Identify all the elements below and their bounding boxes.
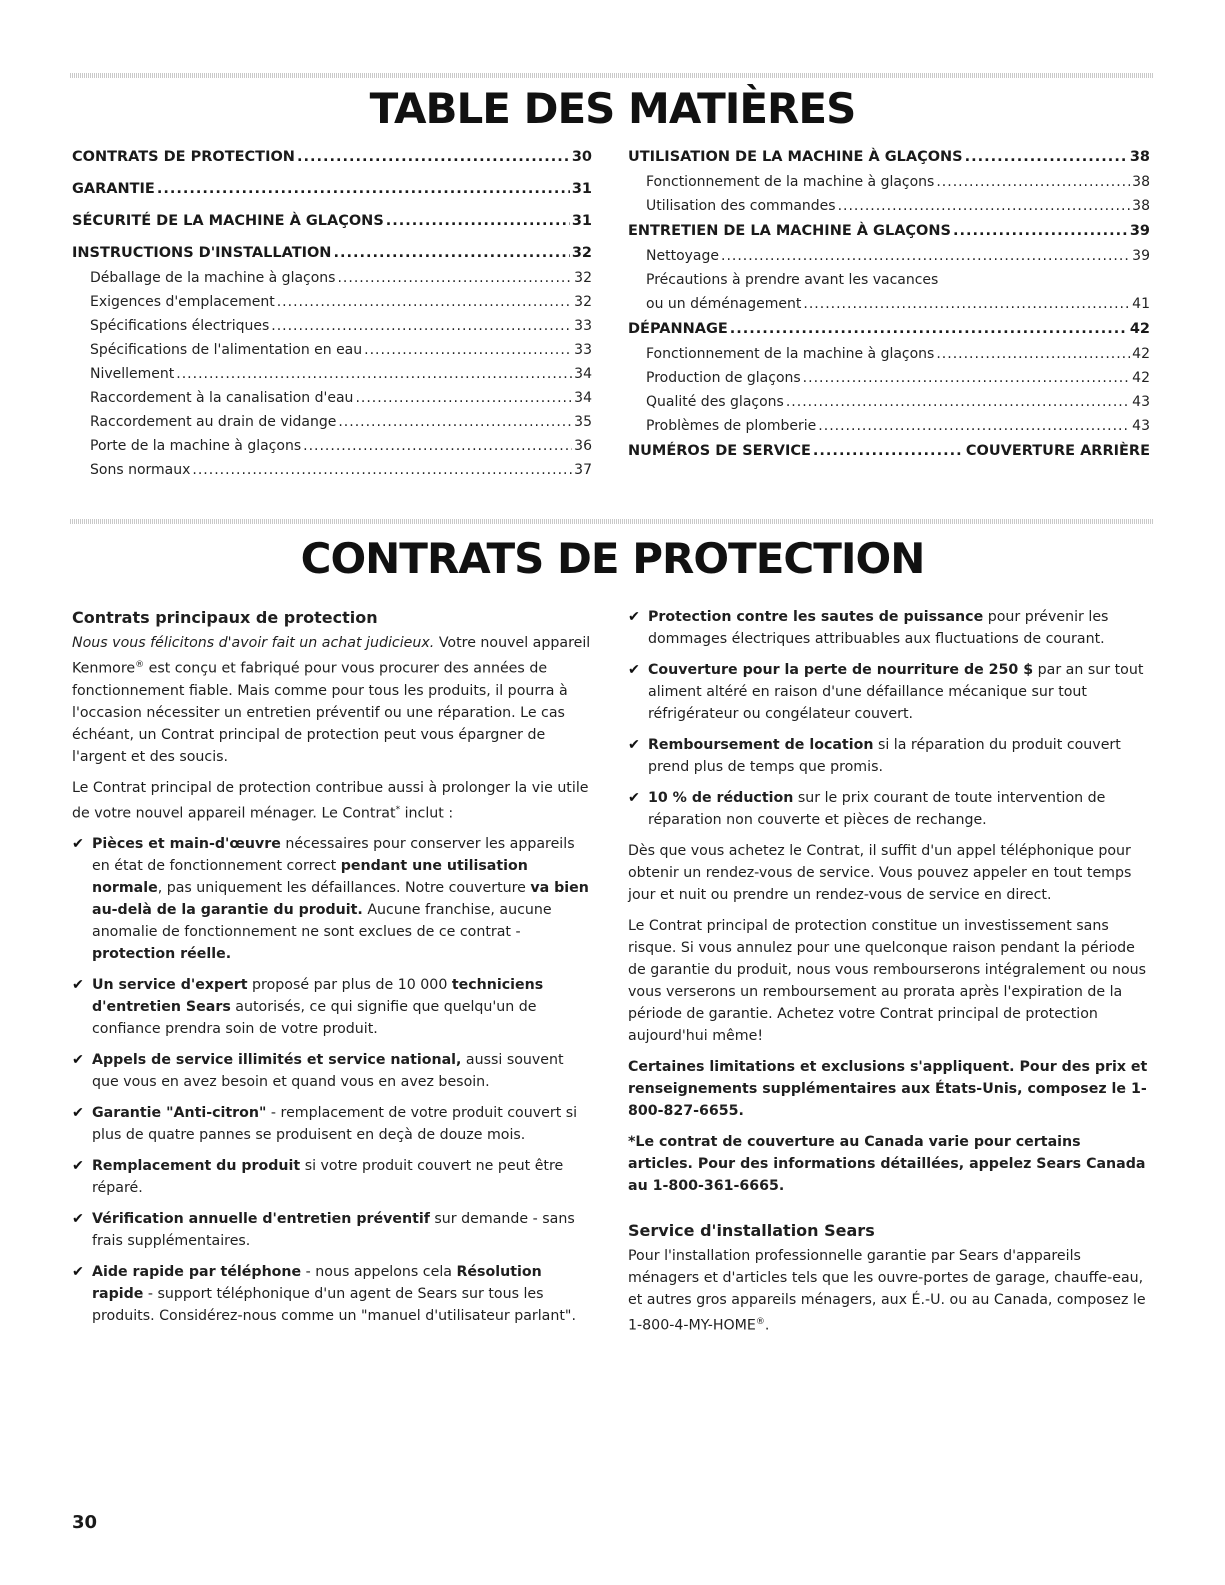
- toc-subentry[interactable]: [628, 414, 1150, 438]
- left-text-column: [72, 606, 592, 1336]
- leader-dots: [838, 194, 1131, 218]
- checkmark-icon: ✔: [72, 836, 84, 853]
- toc-entry-label: Raccordement à la canalisation d'eau: [90, 390, 354, 406]
- check-item: [72, 833, 592, 965]
- paragraph: [72, 777, 592, 825]
- leader-dots: [303, 434, 572, 458]
- toc-entry-label: INSTRUCTIONS D'INSTALLATION: [72, 245, 332, 261]
- toc-entry[interactable]: [72, 144, 592, 170]
- checkmark-icon: ✔: [628, 790, 640, 806]
- item-bold: Résolution rapide: [92, 1264, 542, 1303]
- leader-dots: [157, 176, 570, 202]
- toc-entry-page: 39: [1132, 248, 1150, 264]
- middle-divider: [70, 519, 1154, 524]
- leader-dots: [730, 316, 1128, 342]
- checkmark-icon: ✔: [72, 1158, 84, 1175]
- toc-subentry[interactable]: [72, 290, 592, 314]
- item-text: sur demande - sans frais supplémentaires.: [92, 1211, 575, 1250]
- item-text: aussi souvent que vous en avez besoin et quand vous en avez besoin.: [92, 1052, 564, 1091]
- checkmark-icon: ✔: [72, 1052, 84, 1069]
- toc-entry-label: Nivellement: [90, 366, 175, 382]
- item-bold: Vérification annuelle d'entretien préventif: [92, 1211, 430, 1228]
- canada-notice: *Le contrat de couverture au Canada varie pour certains articles. Pour des informations détaillées, appelez Sears Canada au 1-800-361-6665.: [628, 1134, 1146, 1194]
- toc-entry-label: Fonctionnement de la machine à glaçons: [646, 346, 935, 362]
- item-bold: Remplacement du produit: [92, 1158, 301, 1175]
- checkmark-icon: ✔: [72, 977, 84, 994]
- intro-paragraph: [72, 632, 592, 768]
- toc-entry-label: DÉPANNAGE: [628, 321, 728, 337]
- toc-subentry[interactable]: [628, 194, 1150, 218]
- leader-dots: [297, 144, 570, 170]
- toc-subentry[interactable]: [72, 338, 592, 362]
- checkmark-icon: ✔: [72, 1211, 84, 1228]
- leader-dots: [953, 218, 1128, 244]
- toc-entry-label: ENTRETIEN DE LA MACHINE À GLAÇONS: [628, 223, 951, 239]
- toc-subentry[interactable]: [72, 458, 592, 482]
- toc-entry-label: Nettoyage: [646, 248, 719, 264]
- item-bold: Garantie "Anti-citron": [92, 1105, 267, 1122]
- toc-subentry[interactable]: [628, 292, 1150, 316]
- toc-entry-page: 39: [1129, 223, 1150, 239]
- toc-subentry[interactable]: [72, 410, 592, 434]
- leader-dots: [364, 338, 572, 362]
- toc-entry-page: 33: [574, 318, 592, 334]
- item-bold: Remboursement de location: [648, 737, 874, 753]
- section-title: CONTRATS DE PROTECTION: [300, 534, 925, 583]
- item-text: nécessaires pour conserver les appareils en état de fonctionnement correct: [92, 836, 575, 875]
- check-item: [72, 1208, 592, 1252]
- item-text: sur le prix courant de toute intervention de réparation non couverte et pièces de rechange.: [648, 790, 1106, 828]
- check-item: [72, 1049, 592, 1093]
- limitations-notice: Certaines limitations et exclusions s'appliquent. Pour des prix et renseignements supplémentaires aux États-Unis, composez le 1-800-827-6655.: [628, 1059, 1148, 1119]
- toc-entry-label: Spécifications de l'alimentation en eau: [90, 342, 363, 358]
- toc-subentry[interactable]: [628, 170, 1150, 194]
- toc-entry-page: 35: [574, 414, 592, 430]
- paragraph-text: Le Contrat principal de protection contribue aussi à prolonger la vie utile de votre nouvel appareil ménager. Le Contrat: [72, 779, 589, 822]
- toc-entry-label: Exigences d'emplacement: [90, 294, 275, 310]
- leader-dots: [333, 240, 569, 266]
- toc-left-column: [72, 144, 592, 482]
- leader-dots: [277, 290, 572, 314]
- toc-subentry[interactable]: [628, 366, 1150, 390]
- leader-dots: [338, 410, 572, 434]
- item-bold: protection réelle.: [92, 946, 232, 963]
- paragraph-text: Pour l'installation professionnelle garantie par Sears d'appareils ménagers et d'articles tels que les ouvre-portes de garage, chauffe-eau, et autres gros appareils ménagers, aux É.-U. ou au Canada, composez le 1-800-4-MY-HOME: [628, 1248, 1146, 1334]
- leader-dots: [721, 244, 1130, 268]
- item-text: - nous appelons cela: [301, 1264, 457, 1281]
- toc-entry-page: 32: [574, 294, 592, 310]
- item-bold: Appels de service illimités et service national,: [92, 1052, 462, 1069]
- item-bold: techniciens d'entretien Sears: [92, 977, 544, 1016]
- toc-entry-label: ou un déménagement: [646, 296, 802, 312]
- toc-entry[interactable]: [72, 176, 592, 202]
- leader-dots: [813, 438, 964, 464]
- check-item: [628, 787, 1150, 831]
- leader-dots: [786, 390, 1130, 414]
- leader-dots: [936, 342, 1130, 366]
- leader-dots: [271, 314, 572, 338]
- item-bold: Couverture pour la perte de nourriture de 250 $: [648, 662, 1034, 678]
- leader-dots: [936, 170, 1130, 194]
- toc-entry-page: 43: [1132, 394, 1150, 410]
- item-bold: Pièces et main-d'œuvre: [92, 836, 281, 853]
- intro-italic: Nous vous félicitons d'avoir fait un achat judicieux.: [72, 635, 435, 651]
- toc-entry-page: 37: [574, 462, 592, 478]
- leader-dots: [803, 366, 1131, 390]
- check-item: [72, 1261, 592, 1327]
- checkmark-icon: ✔: [72, 1105, 84, 1122]
- item-bold: Un service d'expert: [92, 977, 248, 994]
- checkmark-icon: ✔: [628, 662, 640, 678]
- page-number: 30: [72, 1512, 98, 1533]
- item-bold: 10 % de réduction: [648, 790, 794, 806]
- intro-text: est conçu et fabriqué pour vous procurer des années de fonctionnement fiable. Mais comme pour tous les produits, il pourra à l'occasion nécessiter un entretien préventif ou une réparation. Le cas échéant, un Contrat principal de protection peut vous épargner de l'argent et des soucis.: [72, 660, 568, 765]
- check-item: [72, 1102, 592, 1146]
- toc-entry[interactable]: [628, 144, 1150, 170]
- toc-entry-page: COUVERTURE ARRIÈRE: [965, 443, 1150, 459]
- item-text: par an sur tout aliment altéré en raison d'une défaillance mécanique sur tout réfrigérateur ou congélateur couvert.: [648, 662, 1144, 722]
- paragraph: Le Contrat principal de protection constitue un investissement sans risque. Si vous annulez pour une quelconque raison pendant la période de garantie du produit, nous vous rembourserons intégralement ou nous vous verserons un remboursement au prorata après l'expiration de la période de garantie. Achetez votre Contrat principal de protection aujourd'hui même!: [628, 918, 1147, 1044]
- toc-entry[interactable]: [628, 218, 1150, 244]
- registered-mark: ®: [135, 660, 145, 670]
- leader-dots: [192, 458, 572, 482]
- toc-entry-label: NUMÉROS DE SERVICE: [628, 443, 811, 459]
- toc-entry-page: 33: [574, 342, 592, 358]
- intro-text: Votre nouvel appareil Kenmore: [72, 635, 591, 677]
- right-text-column: [628, 606, 1150, 1346]
- toc-entry-page: 38: [1129, 149, 1150, 165]
- toc-entry-label: UTILISATION DE LA MACHINE À GLAÇONS: [628, 149, 963, 165]
- toc-entry-page: 42: [1132, 346, 1150, 362]
- subsection-heading: Service d'installation Sears: [628, 1221, 875, 1240]
- item-text: Aucune franchise, aucune anomalie de fonctionnement ne sont exclues de ce contrat -: [92, 902, 552, 941]
- toc-entry-page: 34: [574, 366, 592, 382]
- toc-subentry[interactable]: [72, 434, 592, 458]
- toc-entry-page: 31: [571, 213, 592, 229]
- toc-entry-page: 34: [574, 390, 592, 406]
- toc-entry-page: 38: [1132, 198, 1150, 214]
- subsection-heading: Contrats principaux de protection: [72, 608, 378, 627]
- toc-entry[interactable]: [628, 316, 1150, 342]
- toc-subentry-line[interactable]: [628, 268, 1150, 292]
- leader-dots: [337, 266, 572, 290]
- checkmark-icon: ✔: [628, 737, 640, 753]
- item-text: si votre produit couvert ne peut être réparé.: [92, 1158, 564, 1197]
- toc-entry-label: GARANTIE: [72, 181, 155, 197]
- checkmark-icon: ✔: [628, 609, 640, 625]
- leader-dots: [386, 208, 570, 234]
- toc-entry-page: 42: [1129, 321, 1150, 337]
- toc-title: TABLE DES MATIÈRES: [369, 84, 856, 133]
- leader-dots: [965, 144, 1128, 170]
- toc-entry-page: 32: [574, 270, 592, 286]
- leader-dots: [818, 414, 1130, 438]
- toc-entry-page: 41: [1132, 296, 1150, 312]
- top-divider: [70, 73, 1154, 78]
- toc-entry-page: 30: [571, 149, 592, 165]
- leader-dots: [176, 362, 572, 386]
- toc-subentry[interactable]: [628, 342, 1150, 366]
- toc-entry-label: Production de glaçons: [646, 370, 801, 386]
- footnote-mark: *: [395, 804, 401, 815]
- toc-subentry[interactable]: [628, 244, 1150, 268]
- toc-right-column: [628, 144, 1150, 464]
- toc-entry-page: 32: [571, 245, 592, 261]
- toc-entry-label: Spécifications électriques: [90, 318, 270, 334]
- toc-entry-label: Utilisation des commandes: [646, 198, 836, 214]
- toc-entry[interactable]: [72, 208, 592, 234]
- item-bold: pendant une utilisation normale: [92, 858, 528, 897]
- paragraph-text: .: [764, 1317, 770, 1334]
- item-text: si la réparation du produit couvert prend plus de temps que promis.: [648, 737, 1121, 775]
- toc-entry-label: CONTRATS DE PROTECTION: [72, 149, 295, 165]
- check-item: [628, 734, 1150, 778]
- item-text: - remplacement de votre produit couvert si plus de quatre pannes se produisent en deçà de douze mois.: [92, 1105, 578, 1144]
- toc-subentry[interactable]: [72, 314, 592, 338]
- check-item: [72, 974, 592, 1040]
- toc-entry[interactable]: [628, 438, 1150, 464]
- toc-entry-label: Raccordement au drain de vidange: [90, 414, 337, 430]
- toc-entry[interactable]: [72, 240, 592, 266]
- toc-entry-label: SÉCURITÉ DE LA MACHINE À GLAÇONS: [72, 213, 384, 229]
- item-text: proposé par plus de 10 000: [247, 977, 452, 994]
- paragraph: Dès que vous achetez le Contrat, il suffit d'un appel téléphonique pour obtenir un rendez-vous de service. Vous pouvez appeler en tout temps jour et nuit ou prendre un rendez-vous de service en direct.: [628, 843, 1132, 903]
- toc-entry-label: Qualité des glaçons: [646, 394, 784, 410]
- item-bold: va bien au-delà de la garantie du produit.: [92, 880, 589, 919]
- toc-entry-page: 38: [1132, 174, 1150, 190]
- leader-dots: [803, 292, 1130, 316]
- toc-entry-label: Fonctionnement de la machine à glaçons: [646, 174, 935, 190]
- item-text: , pas uniquement les défaillances. Notre couverture: [157, 880, 531, 897]
- toc-entry-label: Porte de la machine à glaçons: [90, 438, 302, 454]
- check-item: [628, 606, 1150, 650]
- toc-entry-page: 36: [574, 438, 592, 454]
- item-text: autorisés, ce qui signifie que quelqu'un de confiance prendra soin de votre produit.: [92, 999, 537, 1038]
- leader-dots: [355, 386, 572, 410]
- toc-subentry[interactable]: [72, 266, 592, 290]
- toc-entry-label: Sons normaux: [90, 462, 191, 478]
- toc-subentry[interactable]: [628, 390, 1150, 414]
- toc-entry-page: 31: [571, 181, 592, 197]
- check-item: [628, 659, 1150, 725]
- registered-mark: ®: [755, 1317, 765, 1327]
- toc-entry-page: 42: [1132, 370, 1150, 386]
- item-bold: Aide rapide par téléphone: [92, 1264, 302, 1281]
- toc-entry-label: Précautions à prendre avant les vacances: [646, 272, 939, 288]
- item-text: - support téléphonique d'un agent de Sears sur tous les produits. Considérez-nous comme un "manuel d'utilisateur parlant".: [92, 1286, 576, 1325]
- paragraph: [628, 1245, 1150, 1337]
- toc-entry-label: Problèmes de plomberie: [646, 418, 817, 434]
- paragraph-text: inclut :: [400, 805, 454, 822]
- item-bold: Protection contre les sautes de puissance: [648, 609, 984, 625]
- toc-subentry[interactable]: [72, 386, 592, 410]
- checkmark-icon: ✔: [72, 1264, 84, 1281]
- toc-entry-label: Déballage de la machine à glaçons: [90, 270, 336, 286]
- item-text: pour prévenir les dommages électriques attribuables aux fluctuations de courant.: [648, 609, 1109, 647]
- check-item: [72, 1155, 592, 1199]
- toc-entry-page: 43: [1132, 418, 1150, 434]
- toc-subentry[interactable]: [72, 362, 592, 386]
